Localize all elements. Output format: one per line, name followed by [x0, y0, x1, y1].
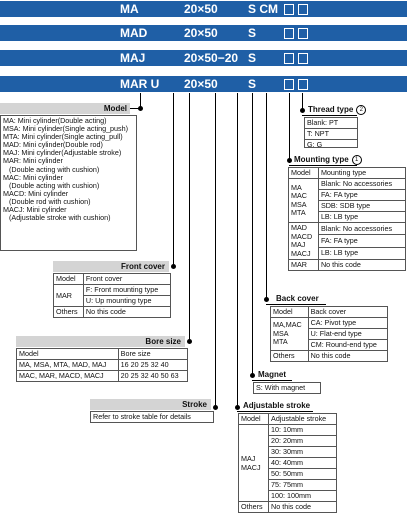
code-box: [298, 4, 308, 15]
bore-r2-size: 20 25 32 40 50 63: [118, 371, 187, 382]
bore-h-model: Model: [17, 349, 119, 360]
band-size: 20×50: [184, 2, 218, 16]
connector-dot: [287, 158, 292, 163]
model-item-note: (Double acting with cushion): [9, 164, 100, 174]
code-box: [284, 53, 294, 64]
adj-item: 40: 40mm: [269, 458, 337, 469]
mount-g2-models: [289, 223, 319, 260]
adj-model: MACJ: [241, 463, 261, 472]
bore-size-header: [16, 336, 185, 347]
adj-item: 50: 50mm: [269, 469, 337, 480]
back-cover-table: [270, 306, 388, 362]
back-cover-label: [276, 294, 319, 303]
adj-h-stroke: Adjustable stroke: [269, 414, 337, 425]
note-1-icon: 1: [352, 155, 362, 165]
stroke-title: Stroke: [182, 400, 207, 409]
connector-bore: [189, 93, 190, 341]
connector-dot: [138, 106, 143, 111]
adj-model: MAJ: [241, 454, 256, 463]
model-item: MACD: Mini cylinder: [3, 188, 69, 198]
back-others-val: No this code: [308, 351, 387, 362]
front-cover-header: [53, 261, 169, 272]
front-cover-f: F: Front mounting type: [83, 285, 170, 296]
band-size: 20×50: [184, 26, 218, 40]
front-cover-table: [53, 273, 171, 318]
mount-model: MAD: [291, 223, 307, 232]
band-suffix: S CM: [248, 2, 278, 16]
mount-g1-item: FA: FA type: [318, 190, 405, 201]
front-cover-h-cover: Front cover: [83, 274, 170, 285]
connector-mounting: [289, 93, 290, 163]
adj-item: 100: 100mm: [269, 491, 337, 502]
mount-model: MAJ: [291, 240, 306, 249]
connector-dot: [235, 405, 240, 410]
mount-g2-item: LB: LB type: [318, 247, 405, 259]
back-h-cover: Back cover: [308, 307, 387, 318]
band-ma: [0, 1, 407, 17]
mount-g1-item: Blank: No accessories: [318, 179, 405, 190]
connector-front-cover: [173, 93, 174, 267]
bore-r1-size: 16 20 25 32 40: [118, 360, 187, 371]
stroke-text: Refer to stroke table for details: [93, 412, 191, 421]
band-suffix: S: [248, 51, 257, 65]
adj-item: 10: 10mm: [269, 425, 337, 436]
magnet-text: S: With magnet: [256, 383, 306, 392]
connector-dot: [187, 339, 192, 344]
stroke-note: [90, 411, 214, 423]
connector-dot: [250, 373, 255, 378]
mount-model: MACJ: [291, 248, 311, 258]
mount-mar-val: No this code: [318, 260, 405, 271]
mounting-type-table: [288, 167, 406, 271]
mount-mar: MAR: [289, 260, 319, 271]
adjustable-underline: [237, 411, 313, 412]
connector-back-cover: [266, 93, 267, 300]
magnet-title: Magnet: [258, 370, 286, 379]
band-prefix: MAD: [120, 26, 148, 40]
band-mar: [0, 76, 407, 92]
code-box: [298, 53, 308, 64]
adjustable-stroke-table: [238, 413, 337, 513]
mounting-type-title: Mounting type: [294, 155, 349, 165]
mount-h-type: Mounting type: [318, 168, 405, 179]
band-mad: [0, 25, 407, 41]
model-item-note: (Double rod with cushion): [9, 196, 91, 206]
adj-others-val: No this code: [269, 502, 337, 513]
connector-dot: [264, 297, 269, 302]
thread-type-list: [304, 117, 358, 148]
connector-adjustable: [237, 93, 238, 408]
band-prefix: MAJ: [120, 51, 146, 65]
mount-g1-item: LB: LB type: [318, 212, 405, 223]
thread-type-title: Thread type: [308, 105, 354, 115]
adjustable-stroke-label: [243, 401, 310, 410]
mount-model: MSA: [291, 199, 307, 209]
model-item: MAC: Mini cylinder: [3, 172, 63, 182]
thread-item: T: NPT: [305, 129, 357, 140]
mounting-underline: [289, 165, 357, 166]
band-size: 20×50: [184, 77, 218, 91]
back-item: CM: Round-end type: [308, 340, 387, 351]
stroke-header: [90, 399, 211, 410]
adj-item: 20: 20mm: [269, 436, 337, 447]
band-prefix: MA: [120, 2, 139, 16]
connector-stroke: [215, 93, 216, 408]
back-cover-underline: [266, 304, 326, 305]
back-others: Others: [271, 351, 309, 362]
front-cover-u: U: Up mounting type: [83, 296, 170, 307]
mount-g1-models: [289, 179, 319, 223]
front-cover-others-val: No this code: [83, 307, 170, 318]
connector-magnet: [252, 93, 253, 376]
bore-size-table: [16, 348, 188, 382]
mount-g1-item: SDB: SDB type: [318, 201, 405, 212]
model-item: MTA: Mini cylinder(Single acting_pull): [3, 132, 123, 142]
model-item-note: (Adjustable stroke with cushion): [9, 213, 111, 223]
model-item: MSA: Mini cylinder(Single acting_push): [3, 124, 129, 134]
mount-h-model: Model: [289, 168, 319, 179]
back-models: [271, 318, 309, 351]
front-cover-mar: MAR: [54, 285, 84, 307]
adj-h-model: Model: [239, 414, 269, 425]
code-box: [284, 28, 294, 39]
band-size: 20×50−20: [184, 51, 239, 65]
model-item: MAJ: Mini cylinder(Adjustable stroke): [3, 148, 122, 158]
model-item-note: (Double acting with cushion): [9, 180, 100, 190]
model-item: MACJ: Mini cylinder: [3, 205, 67, 215]
model-title: Model: [103, 104, 127, 113]
front-cover-title: Front cover: [120, 262, 165, 271]
bore-r2-model: MAC, MAR, MACD, MACJ: [17, 371, 119, 382]
connector-dot: [300, 108, 305, 113]
model-item: MA: Mini cylinder(Double acting): [3, 116, 107, 125]
mount-g2-item: Blank: No accessories: [318, 223, 405, 235]
model-list: [0, 115, 137, 251]
magnet-note: [253, 382, 321, 394]
band-maj: [0, 50, 407, 66]
adj-item: 30: 30mm: [269, 447, 337, 458]
connector-dot: [213, 405, 218, 410]
mounting-type-label: [294, 155, 362, 165]
mount-model: MA: [291, 182, 302, 192]
bore-size-title: Bore size: [145, 337, 181, 346]
code-box: [298, 79, 308, 90]
band-suffix: S: [248, 26, 257, 40]
front-cover-h-model: Model: [54, 274, 84, 285]
mount-model: MAC: [291, 191, 307, 200]
thread-type-label: [308, 105, 366, 115]
connector-dot: [171, 264, 176, 269]
code-box: [284, 4, 294, 15]
band-suffix: S: [248, 77, 257, 91]
mount-g2-item: FA: FA type: [318, 235, 405, 247]
back-model: MSA: [273, 328, 289, 338]
mount-model: MACD: [291, 231, 313, 241]
model-header: [0, 103, 130, 114]
back-model: MTA: [273, 337, 288, 347]
code-box: [298, 28, 308, 39]
thread-item: G: G: [307, 140, 323, 149]
adj-others: Others: [239, 502, 269, 513]
back-h-model: Model: [271, 307, 309, 318]
thread-item: Blank: PT: [305, 118, 357, 129]
back-item: U: Flat-end type: [308, 329, 387, 340]
front-cover-others: Others: [54, 307, 84, 318]
back-item: CA: Pivot type: [308, 318, 387, 329]
band-prefix: MAR U: [120, 77, 160, 91]
model-item: MAD: Mini cylinder(Double rod): [3, 140, 103, 150]
note-2-icon: 2: [356, 105, 366, 115]
magnet-underline: [252, 380, 292, 381]
bore-r1-model: MA, MSA, MTA, MAD, MAJ: [17, 360, 119, 371]
adj-models: [239, 425, 269, 502]
magnet-label: [258, 370, 286, 379]
back-cover-title: Back cover: [276, 294, 319, 303]
model-item: MAR: Mini cylinder: [3, 156, 63, 166]
thread-underline: [302, 115, 357, 116]
code-box: [284, 79, 294, 90]
adj-item: 75: 75mm: [269, 480, 337, 491]
mount-model: MTA: [291, 208, 306, 217]
adjustable-stroke-title: Adjustable stroke: [243, 401, 311, 410]
back-model: MA,MAC: [273, 320, 302, 330]
bore-h-size: Bore size: [118, 349, 187, 360]
